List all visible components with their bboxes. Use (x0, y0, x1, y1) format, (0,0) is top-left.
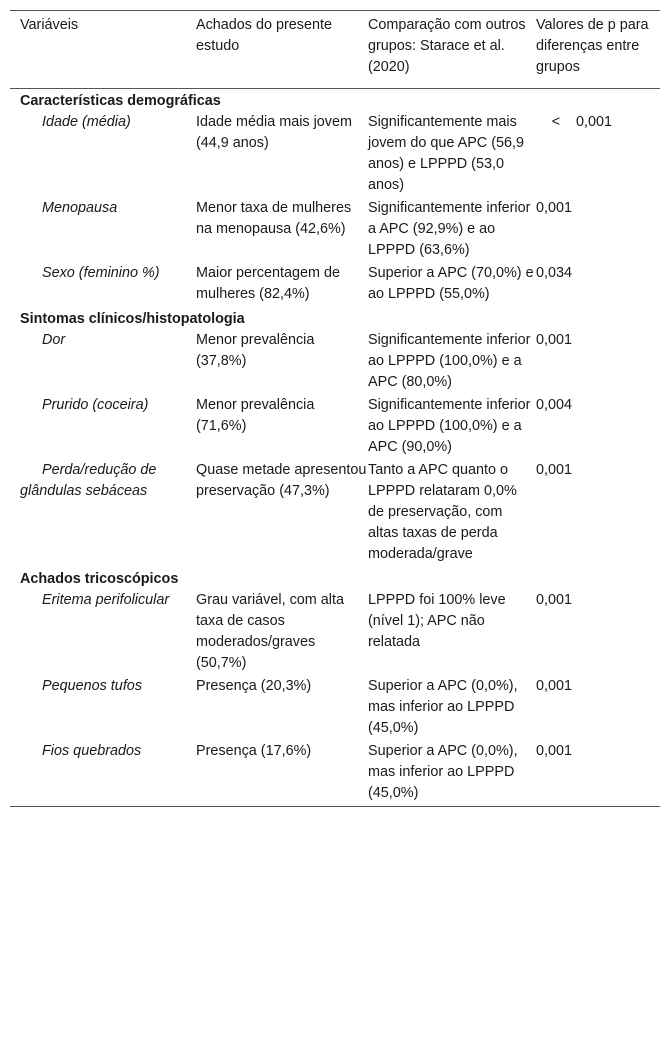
variable-cell (10, 741, 196, 807)
comparison-cell: Tanto a APC quanto o LPPPD relataram 0,0% de preservação, com altas taxas de perda moderada/grave (368, 462, 517, 562)
finding-cell: Quase metade apresentou preservação (47,3%) (196, 462, 367, 499)
variable-label: Eritema perifolicular (42, 592, 170, 608)
p-value: 0,001 (536, 592, 573, 608)
p-value: 0,034 (536, 265, 573, 281)
variable-cell (10, 460, 196, 567)
variable-cell (10, 395, 196, 460)
table-row (10, 263, 660, 307)
p-value: 0,001 (536, 200, 573, 216)
p-value: 0,001 (536, 678, 573, 694)
header-p-values: Valores de p para diferenças entre grupos (536, 17, 649, 75)
finding-cell: Idade média mais jovem (44,9 anos) (196, 114, 352, 151)
p-value: 0,001 (536, 743, 573, 759)
table-row (10, 112, 660, 198)
comparison-cell: Significantemente inferior ao LPPPD (100,0%) e a APC (80,0%) (368, 332, 531, 390)
variable-cell (10, 112, 196, 198)
table-row (10, 590, 660, 676)
p-value: 0,001 (576, 114, 613, 130)
table-body (10, 89, 660, 807)
variable-label: Sexo (feminino %) (42, 265, 160, 281)
variable-label: Prurido (coceira) (42, 397, 149, 413)
finding-cell: Presença (17,6%) (196, 743, 312, 759)
p-value-prefix: < (551, 114, 561, 130)
finding-cell: Grau variável, com alta taxa de casos moderados/graves (50,7%) (196, 592, 344, 671)
header-row (10, 11, 660, 89)
variable-cell (10, 330, 196, 395)
variable-label: Perda/redução de glândulas sebáceas (20, 462, 157, 499)
table-row (10, 395, 660, 460)
comparison-cell: Significantemente inferior a APC (92,9%) e ao LPPPD (63,6%) (368, 200, 531, 258)
comparison-table (10, 10, 660, 807)
comparison-cell: Superior a APC (70,0%) e ao LPPPD (55,0%) (368, 265, 534, 302)
table-row (10, 198, 660, 263)
variable-cell (10, 590, 196, 676)
section-title: Achados tricoscópicos (20, 571, 179, 587)
section-title: Características demográficas (20, 93, 221, 109)
section-row (10, 567, 660, 590)
finding-cell: Menor prevalência (71,6%) (196, 397, 315, 434)
comparison-cell: Significantemente mais jovem do que APC (56,9 anos) e LPPPD (53,0 anos) (368, 114, 524, 193)
finding-cell: Menor prevalência (37,8%) (196, 332, 315, 369)
table-row (10, 676, 660, 741)
comparison-cell: Superior a APC (0,0%), mas inferior ao LPPPD (45,0%) (368, 678, 518, 736)
variable-cell (10, 263, 196, 307)
variable-label: Idade (média) (42, 114, 131, 130)
section-row (10, 307, 660, 330)
section-title: Sintomas clínicos/histopatologia (20, 311, 245, 327)
header-comparison: Comparação com outros grupos: Starace et al. (2020) (368, 17, 526, 75)
variable-cell (10, 198, 196, 263)
header-variables: Variáveis (20, 17, 79, 33)
variable-label: Fios quebrados (42, 743, 142, 759)
variable-label: Menopausa (42, 200, 118, 216)
variable-label: Dor (42, 332, 66, 348)
p-value: 0,004 (536, 397, 573, 413)
variable-cell (10, 676, 196, 741)
finding-cell: Maior percentagem de mulheres (82,4%) (196, 265, 340, 302)
p-value: 0,001 (536, 462, 573, 478)
table-header (10, 11, 660, 89)
p-value: 0,001 (536, 332, 573, 348)
table-row (10, 330, 660, 395)
table-container (10, 10, 650, 807)
comparison-cell: LPPPD foi 100% leve (nível 1); APC não relatada (368, 592, 506, 650)
table-row (10, 741, 660, 807)
table-row (10, 460, 660, 567)
p-value-cell (536, 112, 660, 198)
comparison-cell: Superior a APC (0,0%), mas inferior ao LPPPD (45,0%) (368, 743, 518, 801)
section-row (10, 89, 660, 113)
finding-cell: Menor taxa de mulheres na menopausa (42,6%) (196, 200, 352, 237)
header-findings: Achados do presente estudo (196, 17, 333, 54)
finding-cell: Presença (20,3%) (196, 678, 312, 694)
variable-label: Pequenos tufos (42, 678, 143, 694)
comparison-cell: Significantemente inferior ao LPPPD (100,0%) e a APC (90,0%) (368, 397, 531, 455)
